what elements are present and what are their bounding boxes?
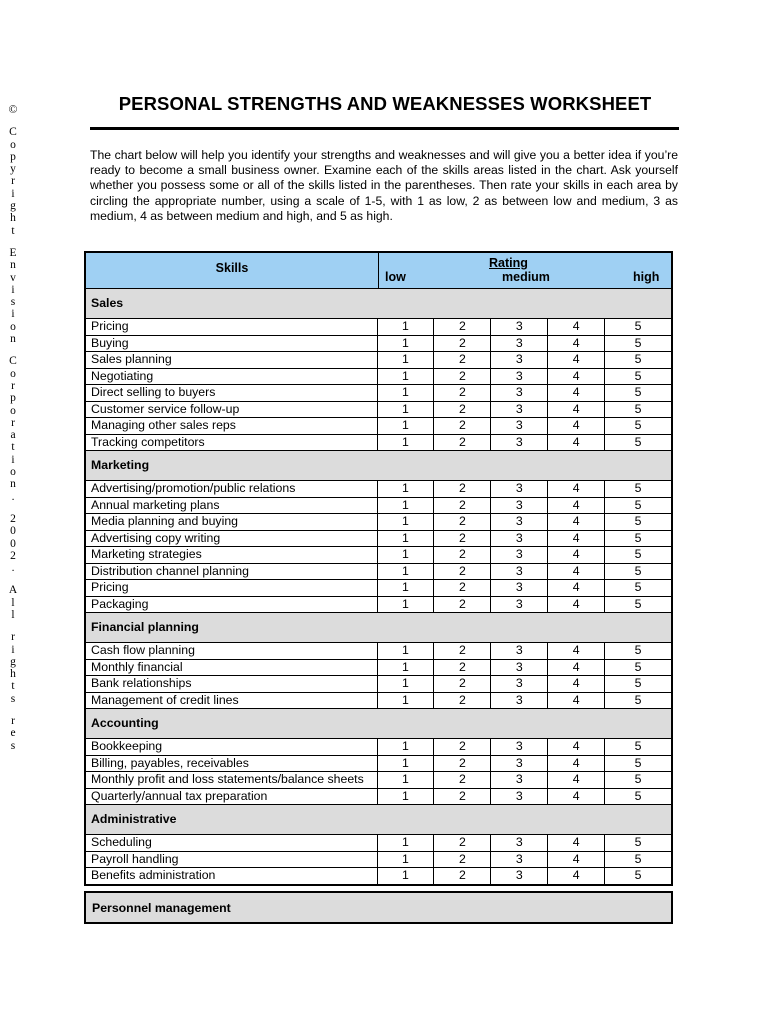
rating-option[interactable]: 4 — [548, 835, 605, 851]
skill-name: Pricing — [86, 580, 378, 596]
rating-option[interactable]: 5 — [634, 335, 642, 350]
table-row — [86, 531, 671, 548]
rating-option[interactable]: 2 — [434, 739, 491, 755]
rating-option[interactable]: 4 — [548, 597, 605, 613]
skill-name: Annual marketing plans — [86, 498, 378, 514]
rating-option[interactable]: 5 — [634, 835, 642, 849]
rating-option[interactable]: 2 — [434, 597, 491, 613]
rating-option[interactable]: 4 — [548, 481, 605, 497]
rating-option[interactable]: 1 — [378, 369, 435, 385]
rating-option[interactable]: 3 — [491, 739, 548, 755]
section-header: Financial planning — [86, 613, 671, 643]
rating-option[interactable]: 3 — [491, 693, 548, 709]
skill-name: Scheduling — [86, 835, 378, 851]
rating-option[interactable]: 1 — [378, 385, 435, 401]
rating-option[interactable]: 2 — [434, 547, 491, 563]
rating-option[interactable]: 5 — [634, 580, 642, 594]
rating-option[interactable]: 1 — [378, 418, 435, 434]
skill-name: Bookkeeping — [86, 739, 378, 755]
rating-option[interactable]: 2 — [434, 643, 491, 659]
rating-option[interactable]: 5 — [634, 643, 642, 657]
rating-option[interactable]: 4 — [548, 756, 605, 772]
rating-option[interactable]: 2 — [434, 369, 491, 385]
rating-option[interactable]: 1 — [378, 564, 435, 580]
rating-option[interactable]: 2 — [434, 336, 491, 352]
section-header-personnel-management: Personnel management — [84, 891, 673, 924]
rating-header: Rating — [489, 256, 528, 270]
table-row — [86, 835, 671, 852]
rating-option[interactable]: 3 — [491, 772, 548, 788]
skill-name: Tracking competitors — [86, 435, 378, 451]
table-row — [86, 597, 671, 614]
rating-option[interactable]: 3 — [491, 643, 548, 659]
table-row — [86, 481, 671, 498]
skill-name: Quarterly/annual tax preparation — [86, 789, 378, 805]
rating-option[interactable]: 4 — [548, 319, 605, 335]
rating-option[interactable]: 1 — [378, 676, 435, 692]
rating-option[interactable]: 5 — [634, 319, 642, 333]
skill-name: Negotiating — [86, 369, 378, 385]
rating-option[interactable]: 5 — [634, 659, 642, 674]
rating-option[interactable]: 1 — [378, 597, 435, 613]
rating-option[interactable]: 3 — [491, 369, 548, 385]
skill-name: Marketing strategies — [86, 547, 378, 563]
rating-option[interactable]: 3 — [491, 531, 548, 547]
table-row — [86, 643, 671, 660]
rating-option[interactable]: 1 — [378, 835, 435, 851]
rating-option[interactable]: 4 — [548, 852, 605, 868]
rating-option[interactable]: 2 — [434, 868, 491, 884]
rating-option[interactable]: 3 — [491, 756, 548, 772]
rating-option[interactable]: 4 — [548, 868, 605, 884]
rating-option[interactable]: 3 — [491, 660, 548, 676]
table-row — [86, 385, 671, 402]
table-row — [86, 852, 671, 869]
rating-option[interactable]: 4 — [548, 385, 605, 401]
rating-option[interactable]: 4 — [548, 660, 605, 676]
rating-high-label: high — [633, 270, 660, 284]
rating-option[interactable]: 5 — [634, 772, 642, 786]
rating-option[interactable]: 4 — [548, 352, 605, 368]
rating-option[interactable]: 3 — [491, 385, 548, 401]
rating-option[interactable]: 5 — [634, 868, 642, 882]
rating-option[interactable]: 3 — [491, 481, 548, 497]
rating-option[interactable]: 1 — [378, 580, 435, 596]
rating-option[interactable]: 4 — [548, 772, 605, 788]
rating-option[interactable]: 2 — [434, 418, 491, 434]
rating-option[interactable]: 1 — [378, 789, 435, 805]
rating-option[interactable]: 2 — [434, 352, 491, 368]
rating-option[interactable]: 4 — [548, 789, 605, 805]
rating-option[interactable]: 5 — [634, 851, 642, 866]
section-header: Accounting — [86, 709, 671, 739]
skill-name: Billing, payables, receivables — [86, 756, 378, 772]
skill-name: Benefits administration — [86, 868, 378, 884]
rating-option[interactable]: 4 — [548, 369, 605, 385]
rating-option[interactable]: 3 — [491, 564, 548, 580]
skill-name: Cash flow planning — [86, 643, 378, 659]
rating-option[interactable]: 4 — [548, 547, 605, 563]
rating-option[interactable]: 1 — [378, 643, 435, 659]
rating-medium-label: medium — [502, 270, 550, 284]
rating-option[interactable]: 2 — [434, 319, 491, 335]
table-row — [86, 789, 671, 806]
skill-name: Packaging — [86, 597, 378, 613]
rating-option[interactable]: 2 — [434, 676, 491, 692]
rating-option[interactable]: 1 — [378, 660, 435, 676]
skill-name: Pricing — [86, 319, 378, 335]
rating-option[interactable]: 5 — [634, 401, 642, 416]
table-row — [86, 498, 671, 515]
skills-header: Skills — [86, 253, 379, 288]
rating-option[interactable]: 2 — [434, 693, 491, 709]
rating-option[interactable]: 2 — [434, 531, 491, 547]
skill-name: Advertising/promotion/public relations — [86, 481, 378, 497]
rating-option[interactable]: 3 — [491, 547, 548, 563]
rating-option[interactable]: 2 — [434, 498, 491, 514]
rating-option[interactable]: 3 — [491, 435, 548, 451]
table-row — [86, 676, 671, 693]
rating-option[interactable]: 4 — [548, 418, 605, 434]
skill-name: Monthly financial — [86, 660, 378, 676]
rating-option[interactable]: 3 — [491, 868, 548, 884]
rating-option[interactable]: 4 — [548, 676, 605, 692]
rating-option[interactable]: 1 — [378, 739, 435, 755]
table-row — [86, 580, 671, 597]
skill-name: Bank relationships — [86, 676, 378, 692]
table-row — [86, 514, 671, 531]
title-rule — [90, 127, 679, 130]
skill-name: Monthly profit and loss statements/balance sheets — [86, 772, 378, 788]
rating-option[interactable]: 3 — [491, 852, 548, 868]
rating-option[interactable]: 1 — [378, 435, 435, 451]
rating-option[interactable]: 2 — [434, 852, 491, 868]
skills-table — [84, 251, 673, 886]
rating-option[interactable]: 4 — [548, 643, 605, 659]
rating-option[interactable]: 5 — [634, 692, 642, 707]
rating-option[interactable]: 5 — [634, 676, 642, 690]
rating-option[interactable]: 4 — [548, 693, 605, 709]
rating-option[interactable]: 5 — [634, 418, 642, 432]
skill-name: Media planning and buying — [86, 514, 378, 530]
skill-name: Distribution channel planning — [86, 564, 378, 580]
rating-option[interactable]: 2 — [434, 514, 491, 530]
table-row — [86, 435, 671, 452]
skill-name: Buying — [86, 336, 378, 352]
table-row — [86, 418, 671, 435]
rating-option[interactable]: 1 — [378, 402, 435, 418]
rating-option[interactable]: 3 — [491, 352, 548, 368]
rating-option[interactable]: 2 — [434, 564, 491, 580]
rating-option[interactable]: 2 — [434, 660, 491, 676]
rating-option[interactable]: 5 — [634, 481, 642, 495]
rating-option[interactable]: 1 — [378, 868, 435, 884]
rating-option[interactable]: 4 — [548, 739, 605, 755]
rating-option[interactable]: 2 — [434, 385, 491, 401]
section-header: Marketing — [86, 451, 671, 481]
skill-name: Payroll handling — [86, 852, 378, 868]
rating-option[interactable]: 2 — [434, 756, 491, 772]
rating-option[interactable]: 4 — [548, 531, 605, 547]
section-header: Sales — [86, 289, 671, 319]
rating-option[interactable]: 5 — [634, 788, 642, 803]
table-header — [86, 253, 671, 289]
rating-option[interactable]: 5 — [634, 385, 642, 399]
skill-name: Managing other sales reps — [86, 418, 378, 434]
rating-option[interactable]: 4 — [548, 514, 605, 530]
rating-option[interactable]: 5 — [634, 739, 642, 753]
rating-option[interactable]: 1 — [378, 852, 435, 868]
rating-option[interactable]: 3 — [491, 676, 548, 692]
table-row — [86, 352, 671, 369]
rating-option[interactable]: 4 — [548, 580, 605, 596]
rating-option[interactable]: 1 — [378, 319, 435, 335]
table-row — [86, 739, 671, 756]
rating-option[interactable]: 1 — [378, 693, 435, 709]
rating-option[interactable]: 5 — [634, 755, 642, 770]
rating-option[interactable]: 3 — [491, 418, 548, 434]
copyright-vertical: © C o p y r i g h t E n v i s i o n C o r p o r a t i o n . 2 0 0 2 . A l l r i g h t s r e s — [8, 104, 18, 752]
rating-option[interactable]: 3 — [491, 402, 548, 418]
rating-option[interactable]: 5 — [634, 563, 642, 578]
rating-option[interactable]: 4 — [548, 564, 605, 580]
rating-option[interactable]: 2 — [434, 435, 491, 451]
rating-option[interactable]: 2 — [434, 835, 491, 851]
table-row — [86, 756, 671, 773]
rating-option[interactable]: 2 — [434, 580, 491, 596]
rating-option[interactable]: 5 — [634, 497, 642, 512]
rating-option[interactable]: 1 — [378, 514, 435, 530]
intro-paragraph: The chart below will help you identify your strengths and weaknesses and will give you a better idea if you’re ready to become a small business owner. Examine each of the skills areas listed in the chart. Ask yourself whether you possess some or all of the skills listed in the parentheses. Then rate your skills in each area by circling the appropriate number, using a scale of 1-5, with 1 as low, 2 as between low and medium, 3 as medium, 4 as between medium and high, and 5 as high. — [90, 148, 678, 223]
rating-option[interactable]: 5 — [634, 547, 642, 561]
rating-option[interactable]: 4 — [548, 402, 605, 418]
table-row — [86, 772, 671, 789]
rating-option[interactable]: 5 — [634, 368, 642, 383]
rating-option[interactable]: 1 — [378, 498, 435, 514]
rating-option[interactable]: 1 — [378, 336, 435, 352]
rating-option[interactable]: 3 — [491, 319, 548, 335]
rating-low-label: low — [385, 270, 406, 284]
rating-option[interactable]: 2 — [434, 402, 491, 418]
rating-option[interactable]: 4 — [548, 435, 605, 451]
table-row — [86, 369, 671, 386]
rating-option[interactable]: 2 — [434, 789, 491, 805]
table-row — [86, 547, 671, 564]
skill-name: Advertising copy writing — [86, 531, 378, 547]
table-body — [86, 289, 671, 884]
skill-name: Customer service follow-up — [86, 402, 378, 418]
rating-option[interactable]: 1 — [378, 547, 435, 563]
rating-option[interactable]: 3 — [491, 580, 548, 596]
rating-option[interactable]: 2 — [434, 481, 491, 497]
rating-option[interactable]: 4 — [548, 336, 605, 352]
rating-option[interactable]: 2 — [434, 772, 491, 788]
rating-option[interactable]: 1 — [378, 531, 435, 547]
rating-option[interactable]: 3 — [491, 597, 548, 613]
section-header: Administrative — [86, 805, 671, 835]
page-title: PERSONAL STRENGTHS AND WEAKNESSES WORKSHEET — [118, 93, 652, 114]
table-row — [86, 693, 671, 710]
rating-option[interactable]: 4 — [548, 498, 605, 514]
rating-option[interactable]: 1 — [378, 481, 435, 497]
rating-option[interactable]: 5 — [634, 352, 642, 366]
rating-option[interactable]: 5 — [634, 596, 642, 611]
rating-option[interactable]: 1 — [378, 352, 435, 368]
table-row — [86, 336, 671, 353]
table-row — [86, 564, 671, 581]
rating-option[interactable]: 3 — [491, 789, 548, 805]
rating-option[interactable]: 3 — [491, 336, 548, 352]
table-row — [86, 402, 671, 419]
rating-option[interactable]: 1 — [378, 772, 435, 788]
table-row — [86, 660, 671, 677]
rating-option[interactable]: 5 — [634, 434, 642, 449]
rating-option[interactable]: 1 — [378, 756, 435, 772]
table-row — [86, 868, 671, 884]
skill-name: Sales planning — [86, 352, 378, 368]
rating-option[interactable]: 5 — [634, 514, 642, 528]
rating-option[interactable]: 3 — [491, 498, 548, 514]
skill-name: Management of credit lines — [86, 693, 378, 709]
table-row — [86, 319, 671, 336]
skill-name: Direct selling to buyers — [86, 385, 378, 401]
rating-option[interactable]: 5 — [634, 530, 642, 545]
rating-option[interactable]: 3 — [491, 514, 548, 530]
rating-option[interactable]: 3 — [491, 835, 548, 851]
